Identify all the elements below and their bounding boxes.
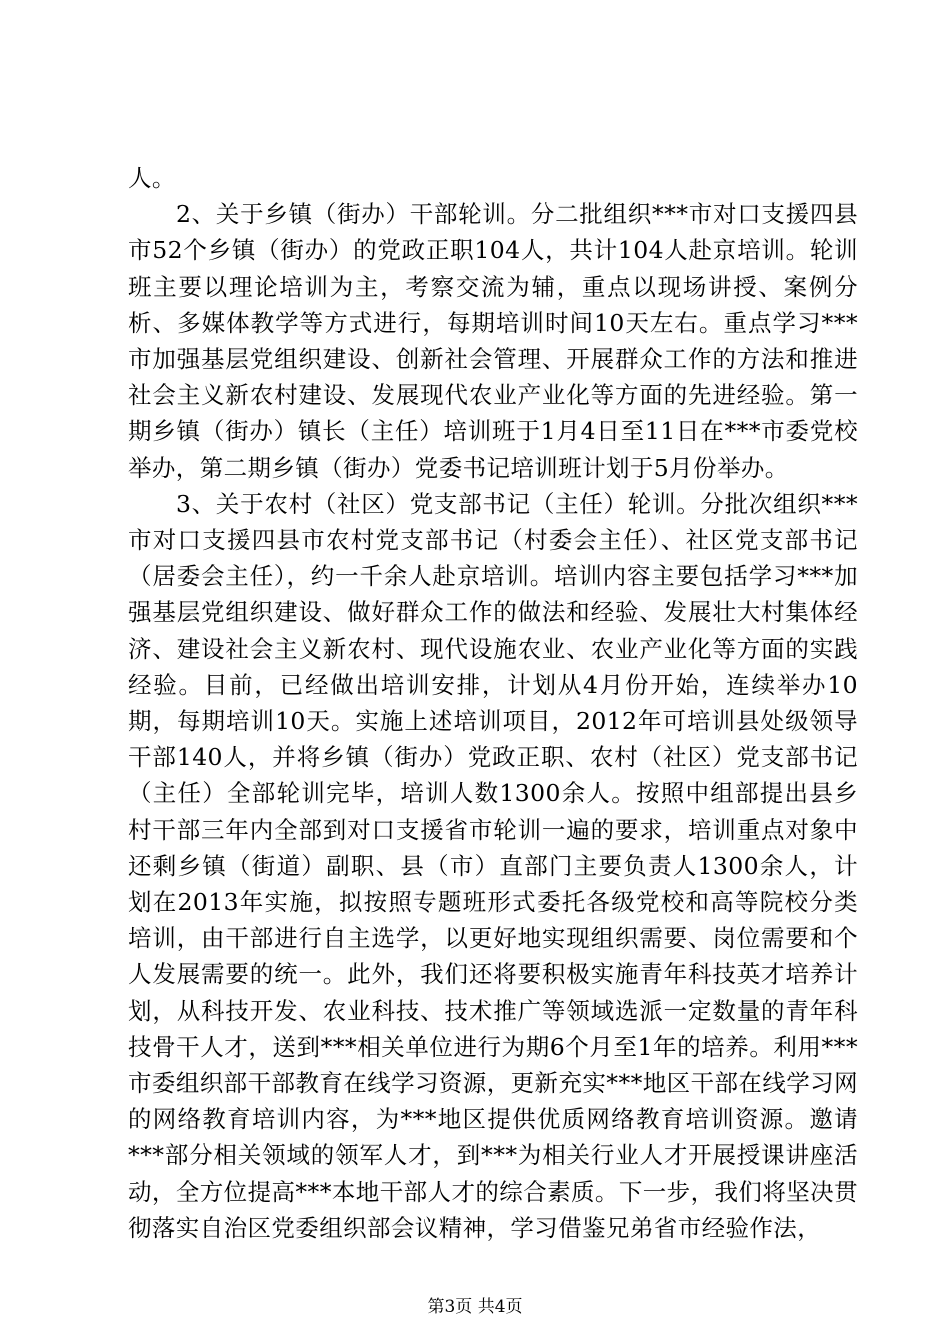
paragraph-continuation: 人。 bbox=[128, 164, 176, 192]
page-footer: 第3页 共4页 bbox=[427, 1297, 523, 1317]
paragraph-township-training: 2、关于乡镇（街办）干部轮训。分二批组织***市对口支援四县市52个乡镇（街办）的党政正职104人，共计104人赴京培训。轮训班主要以理论培训为主，考察交流为辅，重点以现场讲授、案例分析、多媒体教学等方式进行，每期培训时间10天左右。重点学习***市加强基层党组织建设、创新社会管理、开展群众工作的方法和推进社会主义新农村建设、发展现代农业产业化等方面的先进经验。第一期乡镇（街办）镇长（主任）培训班于1月4日至11日在***市委党校举办，第二期乡镇（街办）党委书记培训班计划于5月份举办。 bbox=[128, 200, 858, 482]
document-body bbox=[128, 160, 858, 1246]
paragraph-village-training: 3、关于农村（社区）党支部书记（主任）轮训。分批次组织***市对口支援四县市农村党支部书记（村委会主任）、社区党支部书记（居委会主任），约一千余人赴京培训。培训内容主要包括学习***加强基层党组织建设、做好群众工作的做法和经验、发展壮大村集体经济、建设社会主义新农村、现代设施农业、农业产业化等方面的实践经验。目前，已经做出培训安排，计划从4月份开始，连续举办10期，每期培训10天。实施上述培训项目，2012年可培训县处级领导干部140人，并将乡镇（街办）党政正职、农村（社区）党支部书记（主任）全部轮训完毕，培训人数1300余人。按照中组部提出县乡村干部三年内全部到对口支援省市轮训一遍的要求，培训重点对象中还剩乡镇（街道）副职、县（市）直部门主要负责人1300余人，计划在2013年实施，拟按照专题班形式委托各级党校和高等院校分类培训，由干部进行自主选学，以更好地实现组织需要、岗位需要和个人发展需要的统一。此外，我们还将要积极实施青年科技英才培养计划，从科技开发、农业科技、技术推广等领域选派一定数量的青年科技骨干人才，送到***相关单位进行为期6个月至1年的培养。利用***市委组织部干部教育在线学习资源，更新充实***地区干部在线学习网的网络教育培训内容，为***地区提供优质网络教育培训资源。邀请***部分相关领域的领军人才，到***为相关行业人才开展授课讲座活动，全方位提高***本地干部人才的综合素质。下一步，我们将坚决贯彻落实自治区党委组织部会议精神，学习借鉴兄弟省市经验作法， bbox=[128, 489, 858, 1242]
